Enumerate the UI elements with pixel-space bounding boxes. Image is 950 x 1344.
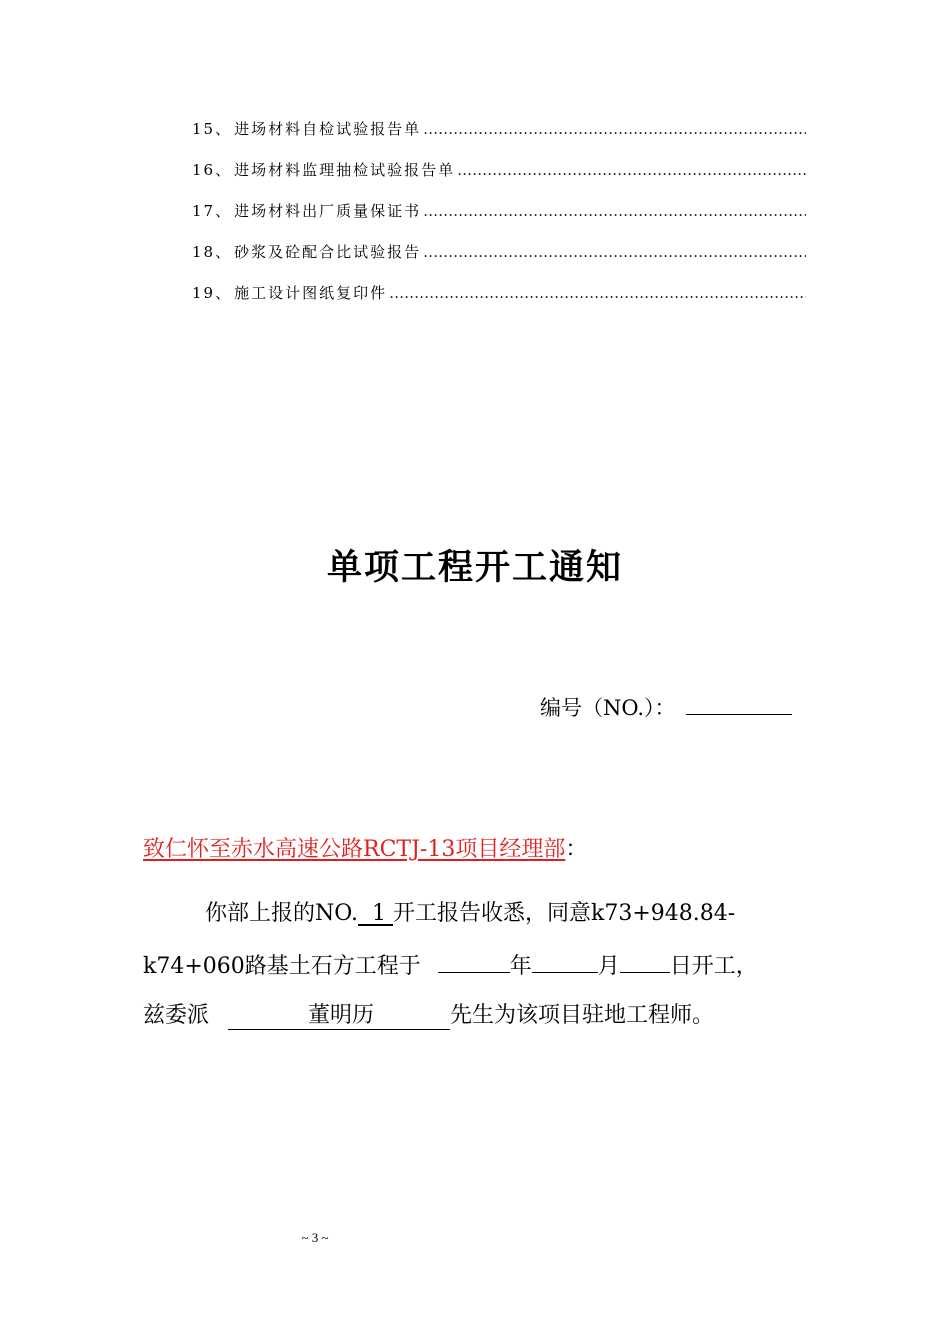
toc-item-text: 施工设计图纸复印件 xyxy=(234,284,388,302)
year-label: 年 xyxy=(509,954,532,979)
engineer-name: 董明历 xyxy=(228,998,450,1030)
toc-item xyxy=(192,241,806,282)
addressee-line xyxy=(143,832,587,863)
body-line-1 xyxy=(143,896,813,927)
toc-item-number: 18、 xyxy=(192,243,233,261)
day-label: 日开工， xyxy=(669,954,758,979)
toc-leader-dots xyxy=(389,284,806,302)
toc-item xyxy=(192,159,806,200)
toc-item-number: 16、 xyxy=(192,161,233,179)
report-number xyxy=(358,901,393,926)
body-text: k74+060路基土石方工程于 xyxy=(143,954,421,979)
toc-item-text: 进场材料监理抽检试验报告单 xyxy=(234,161,456,179)
toc-leader-dots xyxy=(423,243,806,261)
toc-item-text: 砂浆及砼配合比试验报告 xyxy=(234,243,422,261)
body-text: 你部上报的NO. xyxy=(205,901,358,926)
serial-number-blank xyxy=(686,692,792,715)
toc-item-text: 进场材料出厂质量保证书 xyxy=(234,202,422,220)
toc-item xyxy=(192,118,806,159)
toc-item-text: 进场材料自检试验报告单 xyxy=(234,120,422,138)
document-title: 单项工程开工通知 xyxy=(326,547,623,588)
month-label: 月 xyxy=(597,954,620,979)
month-blank xyxy=(532,948,598,973)
body-text: 兹委派 xyxy=(143,1003,210,1028)
year-blank xyxy=(438,948,510,973)
toc-item-number: 17、 xyxy=(192,202,233,220)
toc-item xyxy=(192,200,806,241)
body-text: 开工报告收悉，同意k73+948.84- xyxy=(393,901,736,926)
toc-leader-dots xyxy=(423,202,806,220)
toc-item-number: 15、 xyxy=(192,120,233,138)
toc-leader-dots xyxy=(457,161,806,179)
report-number-value: 1 xyxy=(372,901,386,926)
addressee-name: 致仁怀至赤水高速公路RCTJ-13项目经理部 xyxy=(143,837,566,862)
body-line-3 xyxy=(143,998,813,1030)
toc-item-number: 19、 xyxy=(192,284,233,302)
body-text: 先生为该项目驻地工程师。 xyxy=(450,1003,715,1028)
page-number: ~ 3 ~ xyxy=(301,1230,329,1245)
serial-number-row xyxy=(540,692,792,722)
body-line-2 xyxy=(143,948,813,980)
addressee-colon: ： xyxy=(565,837,588,862)
toc-item xyxy=(192,282,806,323)
serial-number-label: 编号（NO.）： xyxy=(540,696,676,720)
day-blank xyxy=(620,948,670,973)
toc-leader-dots xyxy=(423,120,806,138)
toc-list xyxy=(192,118,806,323)
